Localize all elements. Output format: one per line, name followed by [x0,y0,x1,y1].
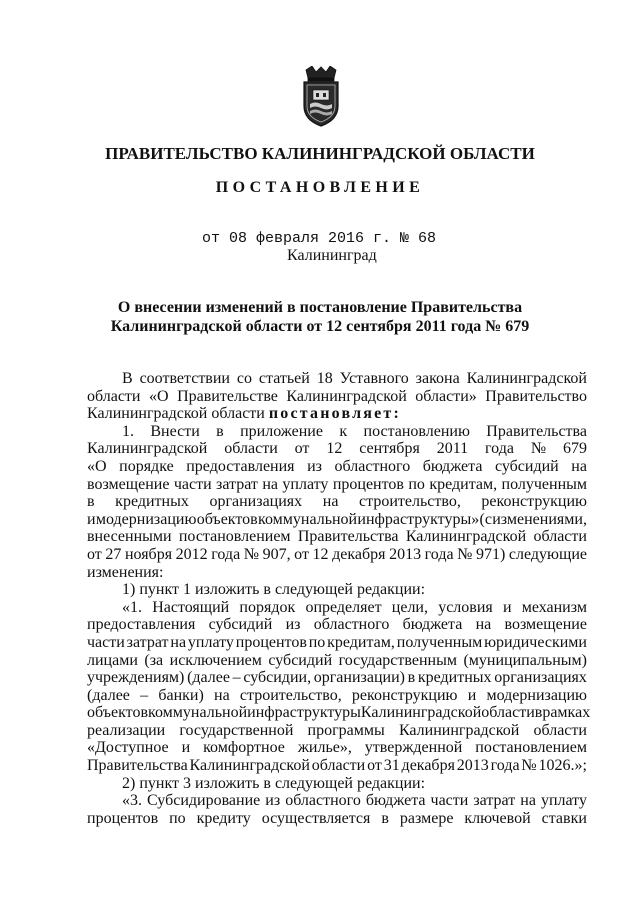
word: утвержденной [364,739,463,757]
word: комфортное [203,739,285,757]
word: уплату [282,475,329,493]
word: В [122,370,133,387]
word: по [169,809,186,827]
word: в [381,809,389,827]
word: Правительства [297,528,399,546]
word: к [339,422,348,440]
word: ноября [124,545,173,563]
text-line [87,634,587,652]
word: № [521,757,537,775]
word: объектов [196,510,258,528]
word: области [224,440,278,458]
word: кредитных [115,493,189,511]
text-line [87,616,587,634]
word: Калининградской [360,704,482,722]
word: организации) [313,669,405,687]
word: 12 [312,545,329,563]
text-line: 2) пункт 3 изложить в следующей редакции: [122,774,426,792]
word: Уставного [339,370,409,387]
word: программы [307,721,385,739]
word: в [407,669,416,687]
word: 2011 [436,440,469,458]
text-line [87,476,587,494]
word: по [308,633,326,651]
word: субсидий [494,457,559,475]
word: Правительство [485,387,587,405]
subject-line-2: Калининградской области от 12 сентября 2011 года № 679 [110,318,530,335]
text-line [87,810,587,828]
word: жилье», [297,739,352,757]
document-subject [0,298,640,336]
word: «1. [122,598,142,616]
word: процентов [332,475,404,493]
word: постановлением [178,528,291,546]
word: кредитам, [327,633,395,651]
word: Настоящий [152,598,230,616]
word: учреждениям) [87,669,185,687]
word: 31 [383,757,400,775]
word: части [87,633,125,651]
word: модернизацию [486,686,587,704]
word: инфраструктуры» [357,510,480,528]
word: следующие [508,545,587,563]
word: бюджета [365,792,426,810]
text-line [87,652,587,670]
word: № [457,545,473,563]
word: изменениями, [492,510,587,528]
word: бюджета [402,616,463,634]
word: порядке [119,457,174,475]
text-line [87,370,587,388]
word: Субсидирование [147,792,261,810]
word: в [216,422,224,440]
word: «3. [122,792,142,810]
text-line [87,405,587,423]
word: кредитам, [429,475,498,493]
text-line [87,722,587,740]
word: декабря [332,545,386,563]
word: года [490,757,520,775]
word: (далее [87,686,130,704]
word: от [367,757,382,775]
text-line [87,739,587,757]
word: Внести [150,422,200,440]
word: банки) [158,686,204,704]
document-body [87,370,591,827]
word: строительство, [359,493,461,511]
word: постановлением [475,739,587,757]
word: бюджета [422,457,483,475]
word: организациях [209,493,303,511]
word: со [236,370,252,387]
word: Калининградской [405,528,527,546]
word: строительство, [239,686,342,704]
word: областного [313,616,390,634]
word: области [311,757,366,775]
word: 2013 [456,757,489,775]
word: по [408,475,425,493]
coat-of-arms-icon [298,66,344,128]
word: предоставления [87,616,196,634]
word: из [265,792,281,810]
word: областного [285,792,361,810]
word: на [475,616,492,634]
word: областного [334,457,411,475]
text-line [87,511,587,529]
text-line [87,669,587,687]
word: из [285,616,301,634]
word: – [140,686,149,704]
word: процентов [235,633,307,651]
word: и [87,510,96,528]
document-city: Калининград [287,247,377,264]
text-line [87,599,587,617]
text-line [87,792,587,810]
word: на [214,686,230,704]
word: затрат [473,792,516,810]
word: Калининградской [286,387,407,405]
text-line: изменения: [87,563,164,581]
word: и [181,739,191,757]
text-line [87,704,591,722]
word: затрат [126,633,169,651]
word: 679 [563,440,587,458]
word: в [87,493,95,511]
text-line [87,528,587,546]
word: части [430,792,469,810]
word: объектов [87,704,149,722]
word: рамках [542,704,591,722]
word: инфраструктуры [247,704,361,722]
word: области [533,721,587,739]
word: уплату [540,792,587,810]
word: Калининградской [466,370,587,387]
word: № [530,440,547,458]
word: от [294,440,310,458]
word: процентов [87,809,159,827]
word: Калининградской [87,440,208,458]
text-line [87,440,587,458]
document-date-number: от 08 февраля 2016 г. № 68 [202,230,437,247]
text-line [87,687,587,705]
word: порядок [239,598,296,616]
word: субсидии, [243,669,312,687]
word: возмещение [87,475,170,493]
word: 12 [326,440,343,458]
word: ставки [541,809,587,827]
word: механизм [521,598,587,616]
word: организациях [494,669,587,687]
word: на [262,475,278,493]
word: коммунальной [148,704,248,722]
text-line [87,458,587,476]
word: 18 [316,370,333,387]
word: 907, [262,545,291,563]
word: предоставления [186,457,295,475]
word: «О [87,457,107,475]
word: уплату [187,633,234,651]
word: 971) [476,545,506,563]
word: приложение [240,422,323,440]
word: (за [144,651,164,669]
text-line: 1) пункт 1 изложить в следующей редакции: [122,581,426,599]
word: возмещение [504,616,587,634]
word: 2013 [389,545,422,563]
word: и [467,686,477,704]
word: соответствии [139,370,230,387]
word: Правительстве [177,387,278,405]
word: 27 [105,545,122,563]
word: лицами [87,651,138,669]
word: – [232,669,241,687]
word: «О [149,387,169,405]
word: юридическими [484,633,587,651]
word: кредитных [417,669,492,687]
document-type: ПОСТАНОВЛЕНИЕ [215,179,425,196]
word: в [534,704,543,722]
word: от [294,545,309,563]
word: области [87,387,141,405]
word: размере [399,809,454,827]
word: кредиту [196,809,251,827]
word: определяет [305,598,382,616]
text-line [87,423,587,441]
word: на [520,792,536,810]
word: Правительства [486,422,587,440]
word: исключением [169,651,262,669]
word: субсидий [208,616,273,634]
word: субсидий [268,651,333,669]
word: модернизацию [95,510,197,528]
word: ключевой [464,809,531,827]
word: постановлению [363,422,470,440]
word: на [170,633,187,651]
word: Правительства [87,757,188,775]
word: года [485,440,514,458]
word: государственной [179,721,294,739]
word: коммунальной [258,510,358,528]
word: цели, [391,598,428,616]
word: статьей [258,370,310,387]
text-line [87,388,587,406]
word: реконструкцию [351,686,458,704]
word: 1. [122,422,134,440]
word: Калининградской [398,721,520,739]
word: года [211,545,241,563]
word: затрат [216,475,258,493]
word: декабря [401,757,455,775]
word: «Доступное [87,739,169,757]
word: государственным [338,651,457,669]
word: сентября [359,440,420,458]
word: осуществляется [261,809,371,827]
subject-line-1: О внесении изменений в постановление Правительства [117,299,523,316]
word: на [571,457,587,475]
text-line [87,493,587,511]
word: области» [415,387,477,405]
word: части [173,475,212,493]
word: от [87,545,102,563]
word: Калининградской [189,757,310,775]
word: № [243,545,260,563]
word: внесенными [87,528,172,546]
word: закона [415,370,460,387]
word: из [307,457,322,475]
word: на [322,493,339,511]
government-name: ПРАВИТЕЛЬСТВО КАЛИНИНГРАДСКОЙ ОБЛАСТИ [105,144,535,163]
word: области [533,528,587,546]
text-span: Калининградской области [87,405,265,423]
word: 1026.»; [538,757,587,775]
word: и [502,598,512,616]
word: реализации [87,721,166,739]
word: реконструкцию [481,493,587,511]
word: области [481,704,535,722]
text-line [87,546,587,564]
word: 2012 [175,545,208,563]
word: (далее [187,669,230,687]
word: (муниципальным) [463,651,587,669]
word: года [424,545,454,563]
word: полученным [396,633,483,651]
word: условия [438,598,493,616]
word: полученным [501,475,587,493]
text-line [87,757,587,775]
word: (с [479,510,492,528]
resolution-keyword: постановляет: [268,405,402,423]
